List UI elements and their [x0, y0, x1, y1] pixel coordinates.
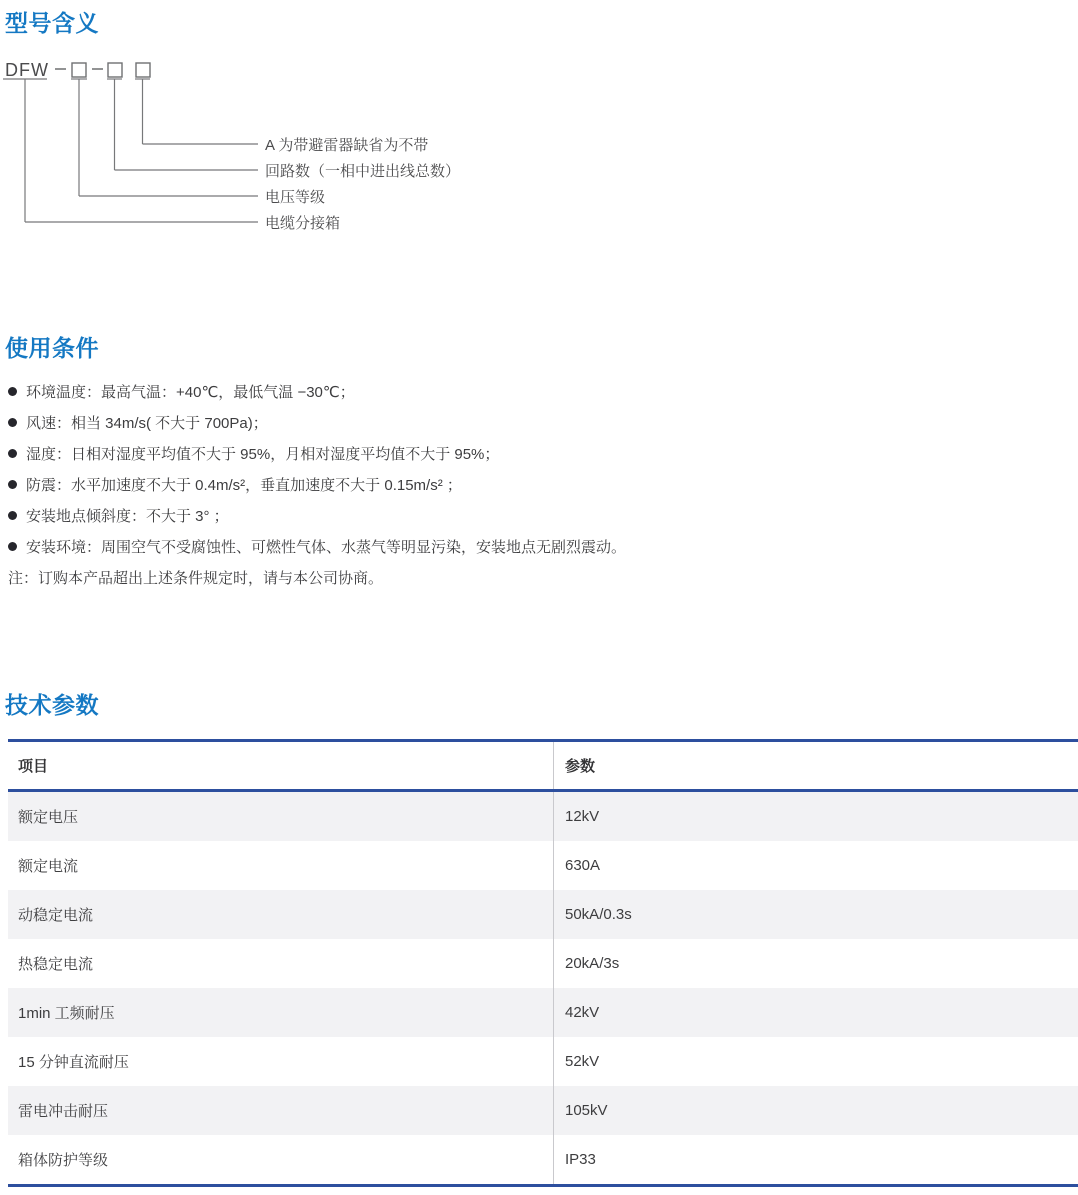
param-value: 52kV: [565, 1053, 600, 1070]
diagram-label-arrester: A 为带避雷器缺省为不带: [265, 137, 429, 154]
bullet-icon: [8, 387, 17, 396]
bullet-icon: [8, 480, 17, 489]
model-prefix-text: DFW: [5, 60, 49, 80]
bullet-icon: [8, 542, 17, 551]
section-title-usage-conditions: 使用条件: [5, 335, 99, 361]
param-value: 42kV: [565, 1004, 600, 1021]
diagram-label-circuits: 回路数（一相中进出线总数）: [265, 163, 461, 180]
model-designation-diagram: [0, 50, 700, 235]
model-placeholder-box-voltage: [72, 63, 86, 77]
bullet-icon: [8, 511, 17, 520]
column-header-parameter: 参数: [554, 741, 1078, 791]
list-item: [8, 407, 908, 438]
param-value: 12kV: [565, 808, 600, 825]
param-value: 50kA/0.3s: [565, 906, 632, 923]
tech-params-table: [8, 739, 1078, 1187]
model-placeholder-box-circuits: [108, 63, 122, 77]
param-name: 箱体防护等级: [8, 1135, 554, 1186]
table-row: [8, 939, 1078, 988]
condition-text: 风速：相当 34m/s( 不大于 700Pa)；: [26, 415, 268, 432]
condition-text: 安装地点倾斜度：不大于 3° ；: [26, 508, 229, 525]
condition-text: 环境温度：最高气温：+40℃，最低气温 −30℃；: [26, 384, 355, 401]
param-name: 额定电流: [8, 841, 554, 890]
section-title-tech-params: 技术参数: [5, 692, 99, 718]
table-row: [8, 1086, 1078, 1135]
table-row: [8, 1135, 1078, 1186]
table-row: [8, 791, 1078, 842]
usage-conditions-list: [8, 376, 908, 593]
conditions-note: [8, 562, 908, 593]
table-header-row: [8, 741, 1078, 791]
param-value: IP33: [565, 1151, 596, 1168]
param-name: 热稳定电流: [8, 939, 554, 988]
list-item: [8, 438, 908, 469]
bullet-icon: [8, 449, 17, 458]
param-name: 1min 工频耐压: [8, 988, 554, 1037]
list-item: [8, 376, 908, 407]
param-name: 动稳定电流: [8, 890, 554, 939]
bullet-icon: [8, 418, 17, 427]
table-row: [8, 841, 1078, 890]
list-item: [8, 469, 908, 500]
condition-text: 安装环境：周围空气不受腐蚀性、可燃性气体、水蒸气等明显污染，安装地点无剧烈震动。: [26, 539, 627, 556]
condition-text: 湿度：日相对湿度平均值不大于 95%，月相对湿度平均值不大于 95%；: [26, 446, 500, 463]
model-placeholder-box-arrester: [136, 63, 150, 77]
param-name: 雷电冲击耐压: [8, 1086, 554, 1135]
param-value: 20kA/3s: [565, 955, 620, 972]
param-name: 额定电压: [8, 791, 554, 842]
table-row: [8, 1037, 1078, 1086]
section-title-model-meaning: 型号含义: [5, 10, 99, 36]
param-value: 105kV: [565, 1102, 608, 1119]
list-item: [8, 500, 908, 531]
table-row: [8, 988, 1078, 1037]
list-item: [8, 531, 908, 562]
column-header-item: 项目: [8, 741, 554, 791]
param-value: 630A: [565, 857, 601, 874]
diagram-label-cable-box: 电缆分接箱: [265, 215, 341, 232]
diagram-label-voltage-class: 电压等级: [265, 189, 326, 206]
table-row: [8, 890, 1078, 939]
param-name: 15 分钟直流耐压: [8, 1037, 554, 1086]
condition-text: 防震：水平加速度不大于 0.4m/s²，垂直加速度不大于 0.15m/s² ；: [26, 477, 462, 494]
note-text: 注：订购本产品超出上述条件规定时，请与本公司协商。: [8, 570, 384, 587]
